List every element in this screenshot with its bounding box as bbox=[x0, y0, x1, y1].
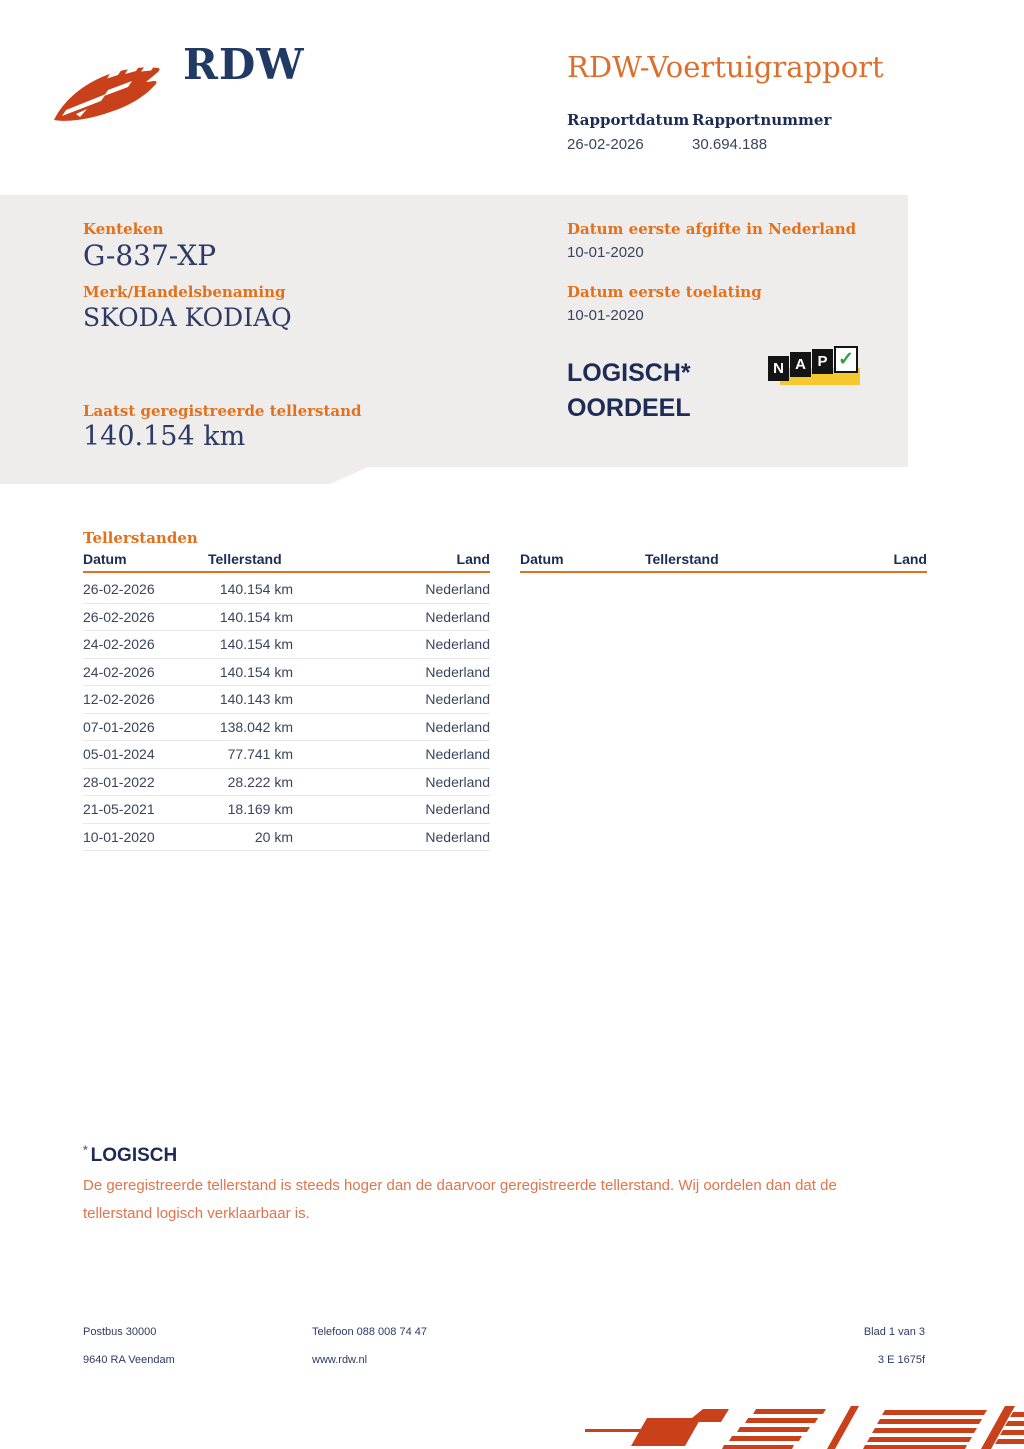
footer-address-line2: 9640 RA Veendam bbox=[83, 1354, 175, 1366]
cell-tellerstand: 140.143 km bbox=[219, 691, 293, 708]
table-row bbox=[83, 714, 490, 742]
cell-tellerstand: 140.154 km bbox=[219, 581, 293, 598]
nap-checkmark-icon: ✓ bbox=[834, 346, 858, 373]
tellerstanden-section-title: Tellerstanden bbox=[83, 529, 198, 547]
cell-land: Nederland bbox=[425, 663, 490, 680]
cell-tellerstand: 18.169 km bbox=[227, 801, 293, 818]
cell-land: Nederland bbox=[425, 691, 490, 708]
afgifte-label: Datum eerste afgifte in Nederland bbox=[567, 220, 857, 238]
tellerstanden-table-body bbox=[83, 576, 490, 851]
footer-phone: Telefoon 088 008 74 47 bbox=[312, 1326, 427, 1338]
cell-tellerstand: 140.154 km bbox=[219, 608, 293, 625]
cell-tellerstand: 138.042 km bbox=[219, 718, 293, 735]
report-number-value: 30.694.188 bbox=[692, 136, 768, 153]
nap-logo bbox=[768, 346, 864, 392]
column-header-land: Land bbox=[893, 551, 927, 567]
cell-datum: 05-01-2024 bbox=[83, 746, 155, 763]
cell-tellerstand: 77.741 km bbox=[227, 746, 293, 763]
nap-letter-p: P bbox=[812, 349, 833, 374]
merk-label: Merk/Handelsbenaming bbox=[83, 283, 286, 301]
column-header-tellerstand: Tellerstand bbox=[208, 551, 282, 567]
afgifte-value: 10-01-2020 bbox=[567, 244, 644, 261]
cell-tellerstand: 28.222 km bbox=[227, 773, 293, 790]
footer-form-code: 3 E 1675f bbox=[877, 1354, 925, 1366]
cell-land: Nederland bbox=[425, 801, 490, 818]
kenteken-label: Kenteken bbox=[83, 220, 164, 238]
rdw-feather-logo-icon bbox=[50, 56, 166, 128]
rdw-logo-text: RDW bbox=[183, 40, 305, 89]
cell-land: Nederland bbox=[425, 636, 490, 653]
cell-land: Nederland bbox=[425, 773, 490, 790]
footer-address-line1: Postbus 30000 bbox=[83, 1326, 157, 1338]
table-row bbox=[83, 631, 490, 659]
footer-page-number: Blad 1 van 3 bbox=[863, 1326, 925, 1338]
column-header-tellerstand: Tellerstand bbox=[645, 551, 719, 567]
report-title: RDW-Voertuigrapport bbox=[567, 50, 884, 84]
table-header-rule-right bbox=[520, 571, 927, 573]
table-row bbox=[83, 604, 490, 632]
table-row bbox=[83, 686, 490, 714]
table-row bbox=[83, 741, 490, 769]
cell-tellerstand: 20 km bbox=[254, 828, 293, 845]
kenteken-value: G-837-XP bbox=[83, 239, 217, 272]
rdw-stripes-graphic bbox=[585, 1402, 1024, 1449]
cell-land: Nederland bbox=[425, 718, 490, 735]
footer-website: www.rdw.nl bbox=[312, 1354, 368, 1366]
panel-corner-shape bbox=[0, 467, 368, 484]
cell-datum: 21-05-2021 bbox=[83, 801, 155, 818]
cell-tellerstand: 140.154 km bbox=[219, 663, 293, 680]
table-row bbox=[83, 659, 490, 687]
tellerstand-value: 140.154 km bbox=[83, 421, 246, 452]
oordeel-line1: LOGISCH* bbox=[567, 359, 691, 387]
table-header-right bbox=[520, 551, 927, 567]
oordeel-line2: OORDEEL bbox=[567, 394, 691, 422]
column-header-datum: Datum bbox=[520, 551, 564, 567]
column-header-land: Land bbox=[456, 551, 490, 567]
cell-datum: 28-01-2022 bbox=[83, 773, 155, 790]
cell-datum: 26-02-2026 bbox=[83, 608, 155, 625]
tellerstand-label: Laatst geregistreerde tellerstand bbox=[83, 402, 362, 420]
merk-value: SKODA KODIAQ bbox=[83, 303, 292, 332]
cell-datum: 12-02-2026 bbox=[83, 691, 155, 708]
cell-datum: 24-02-2026 bbox=[83, 636, 155, 653]
cell-tellerstand: 140.154 km bbox=[219, 636, 293, 653]
cell-land: Nederland bbox=[425, 746, 490, 763]
cell-land: Nederland bbox=[425, 828, 490, 845]
report-number-label: Rapportnummer bbox=[692, 111, 832, 129]
table-header-left bbox=[83, 551, 490, 567]
asterisk-marker: * bbox=[83, 1143, 88, 1157]
table-header-rule-left bbox=[83, 571, 490, 573]
toelating-value: 10-01-2020 bbox=[567, 307, 644, 324]
cell-land: Nederland bbox=[425, 581, 490, 598]
report-date-value: 26-02-2026 bbox=[567, 136, 644, 153]
table-row bbox=[83, 769, 490, 797]
column-header-datum: Datum bbox=[83, 551, 127, 567]
cell-datum: 10-01-2020 bbox=[83, 828, 155, 845]
table-row bbox=[83, 576, 490, 604]
footnote-text: De geregistreerde tellerstand is steeds hoger dan de daarvoor geregistreerde tellerstand. Wij oordelen dan dat de tellerstand logisch verklaarbaar is. bbox=[83, 1177, 837, 1222]
table-row bbox=[83, 824, 490, 852]
cell-datum: 24-02-2026 bbox=[83, 663, 155, 680]
toelating-label: Datum eerste toelating bbox=[567, 283, 762, 301]
cell-datum: 26-02-2026 bbox=[83, 581, 155, 598]
nap-letter-n: N bbox=[768, 356, 789, 381]
report-date-label: Rapportdatum bbox=[567, 111, 690, 129]
cell-datum: 07-01-2026 bbox=[83, 718, 155, 735]
table-row bbox=[83, 796, 490, 824]
footnote-heading-text: LOGISCH bbox=[90, 1145, 178, 1166]
nap-letter-a: A bbox=[790, 352, 811, 377]
cell-land: Nederland bbox=[425, 608, 490, 625]
footnote-heading bbox=[83, 1143, 177, 1167]
